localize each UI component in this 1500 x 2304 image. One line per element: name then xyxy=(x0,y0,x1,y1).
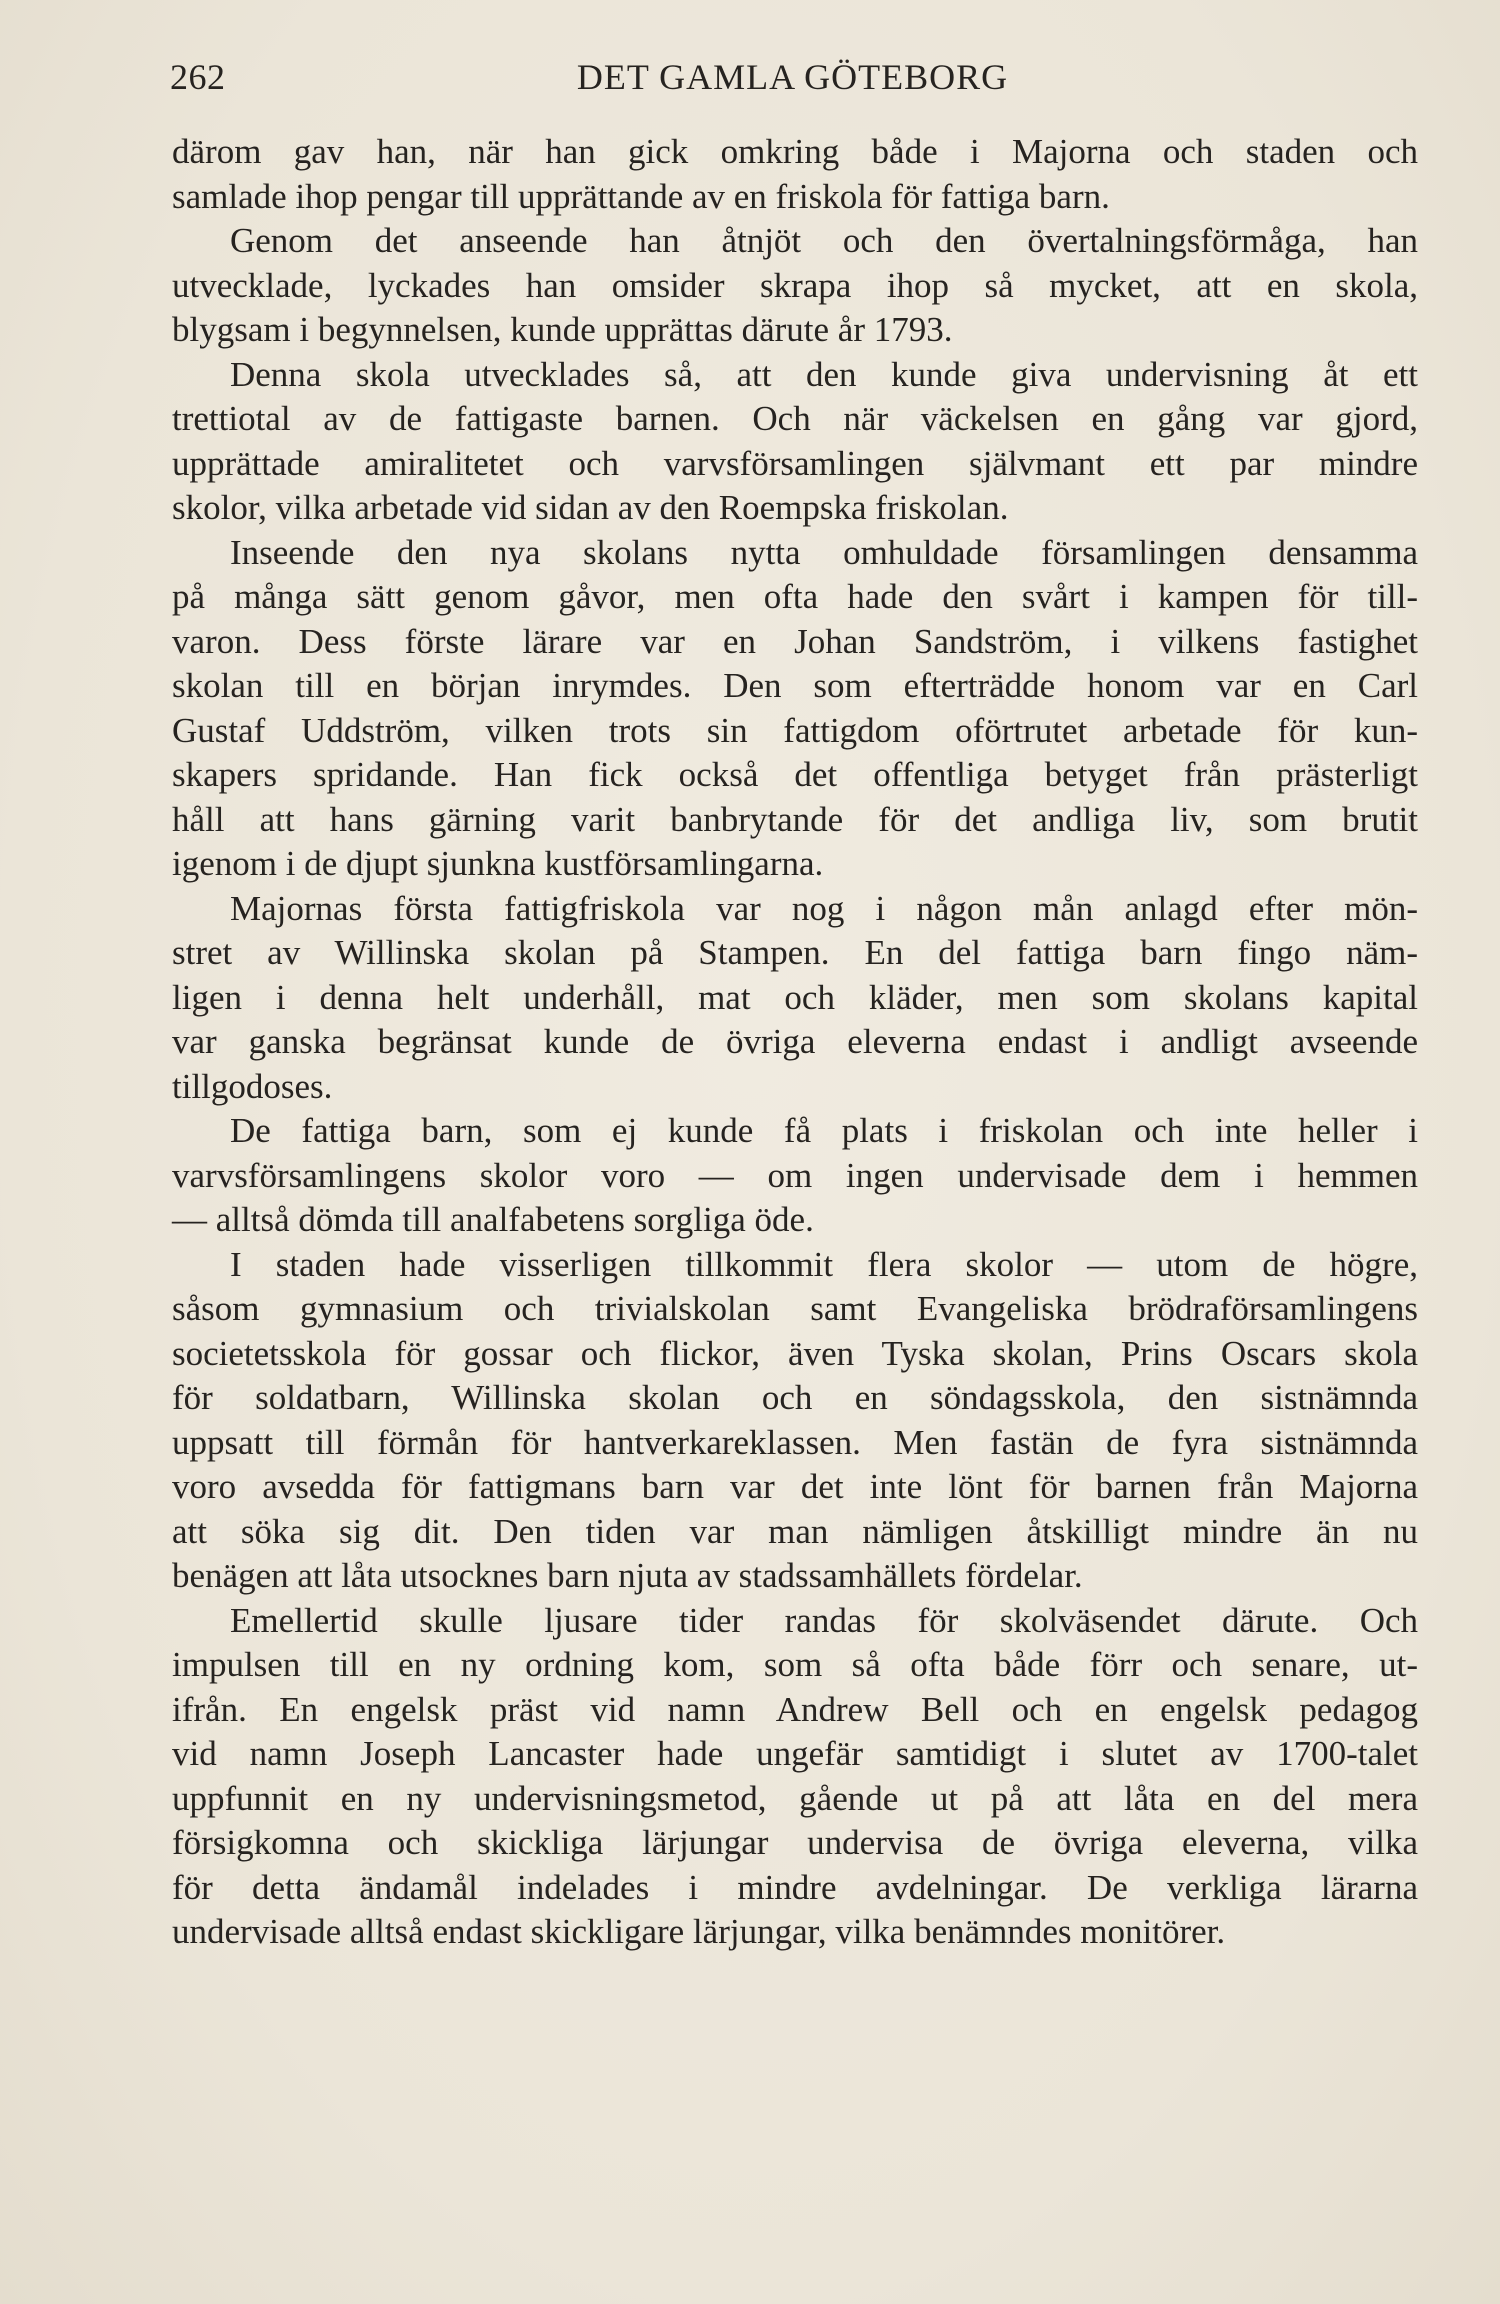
text-line: Inseende den nya skolans nytta omhuldade församlingen densamma xyxy=(230,532,1418,572)
text-line: samlade ihop pengar till upprättande av en friskola för fattiga barn. xyxy=(172,176,1110,216)
paragraph xyxy=(172,219,1418,353)
text-line: igenom i de djupt sjunkna kustförsamlingarna. xyxy=(172,844,824,883)
paragraph xyxy=(172,1599,1418,1955)
text-line: Emellertid skulle ljusare tider randas för skolväsendet därute. Och xyxy=(230,1600,1418,1640)
text-line: för detta ändamål indelades i mindre avdelningar. De verkliga lärarna xyxy=(172,1867,1418,1907)
text-line: upprättade amiralitetet och varvsförsamlingen självmant ett par mindre xyxy=(172,443,1418,483)
text-line: försigkomna och skickliga lärjungar undervisa de övriga eleverna, vilka xyxy=(172,1823,1418,1862)
text-line: skolan till en början inrymdes. Den som efterträdde honom var en Carl xyxy=(172,666,1418,705)
paragraph xyxy=(172,887,1418,1110)
text-line: håll att hans gärning varit banbrytande för det andliga liv, som brutit xyxy=(172,799,1418,839)
text-line: att söka sig dit. Den tiden var man nämligen åtskilligt mindre än nu xyxy=(172,1511,1418,1551)
text-line: trettiotal av de fattigaste barnen. Och när väckelsen en gång var gjord, xyxy=(172,399,1418,438)
text-line: I staden hade visserligen tillkommit flera skolor — utom de högre, xyxy=(230,1244,1418,1284)
text-line: uppsatt till förmån för hantverkareklassen. Men fastän de fyra sistnämnda xyxy=(172,1422,1418,1462)
text-line: tillgodoses. xyxy=(172,1066,333,1106)
text-line: ligen i denna helt underhåll, mat och kläder, men som skolans kapital xyxy=(172,977,1418,1017)
text-line: skapers spridande. Han fick också det offentliga betyget från prästerligt xyxy=(172,755,1418,794)
page-number: 262 xyxy=(170,57,226,97)
text-line: skolor, vilka arbetade vid sidan av den Roempska friskolan. xyxy=(172,488,1009,527)
text-line: — alltså dömda till analfabetens sorgliga öde. xyxy=(172,1200,814,1239)
text-line: var ganska begränsat kunde de övriga eleverna endast i andligt avseende xyxy=(172,1022,1418,1061)
body-text xyxy=(172,130,1418,1955)
text-line: varon. Dess förste lärare var en Johan Sandström, i vilkens fastighet xyxy=(172,621,1418,661)
paragraph xyxy=(172,1243,1418,1599)
paragraph xyxy=(172,130,1418,219)
paragraph xyxy=(172,1109,1418,1243)
text-line: impulsen till en ny ordning kom, som så ofta både förr och senare, ut- xyxy=(172,1645,1418,1684)
text-line: för soldatbarn, Willinska skolan och en söndagsskola, den sistnämnda xyxy=(172,1378,1418,1417)
text-line: voro avsedda för fattigmans barn var det inte lönt för barnen från Majorna xyxy=(172,1467,1418,1506)
text-line: Majornas första fattigfriskola var nog i någon mån anlagd efter mön- xyxy=(230,888,1418,928)
text-line: uppfunnit en ny undervisningsmetod, gående ut på att låta en del mera xyxy=(172,1778,1418,1818)
text-line: societetsskola för gossar och flickor, även Tyska skolan, Prins Oscars skola xyxy=(172,1333,1418,1373)
text-line: varvsförsamlingens skolor voro — om ingen undervisade dem i hemmen xyxy=(172,1155,1418,1195)
text-line: på många sätt genom gåvor, men ofta hade den svårt i kampen för till- xyxy=(172,577,1418,616)
text-line: Genom det anseende han åtnjöt och den övertalningsförmåga, han xyxy=(230,221,1418,260)
paragraph xyxy=(172,353,1418,531)
page-header xyxy=(170,56,1415,116)
text-line: undervisade alltså endast skickligare lärjungar, vilka benämndes monitörer. xyxy=(172,1912,1226,1951)
text-line: stret av Willinska skolan på Stampen. En del fattiga barn fingo näm- xyxy=(172,933,1418,972)
paragraph xyxy=(172,531,1418,887)
text-line: såsom gymnasium och trivialskolan samt Evangeliska brödraförsamlingens xyxy=(172,1289,1418,1328)
text-line: ifrån. En engelsk präst vid namn Andrew Bell och en engelsk pedagog xyxy=(172,1689,1418,1729)
text-line: utvecklade, lyckades han omsider skrapa ihop så mycket, att en skola, xyxy=(172,265,1418,305)
text-line: benägen att låta utsocknes barn njuta av stadssamhällets fördelar. xyxy=(172,1556,1083,1595)
text-line: Gustaf Uddström, vilken trots sin fattigdom oförtrutet arbetade för kun- xyxy=(172,710,1418,750)
text-line: Denna skola utvecklades så, att den kunde giva undervisning åt ett xyxy=(230,354,1418,394)
running-title: DET GAMLA GÖTEBORG xyxy=(576,57,1009,97)
text-line: blygsam i begynnelsen, kunde upprättas därute år 1793. xyxy=(172,310,953,349)
text-line: därom gav han, när han gick omkring både i Majorna och staden och xyxy=(172,132,1418,171)
text-line: De fattiga barn, som ej kunde få plats i friskolan och inte heller i xyxy=(230,1111,1418,1150)
text-line: vid namn Joseph Lancaster hade ungefär samtidigt i slutet av 1700-talet xyxy=(172,1734,1418,1773)
